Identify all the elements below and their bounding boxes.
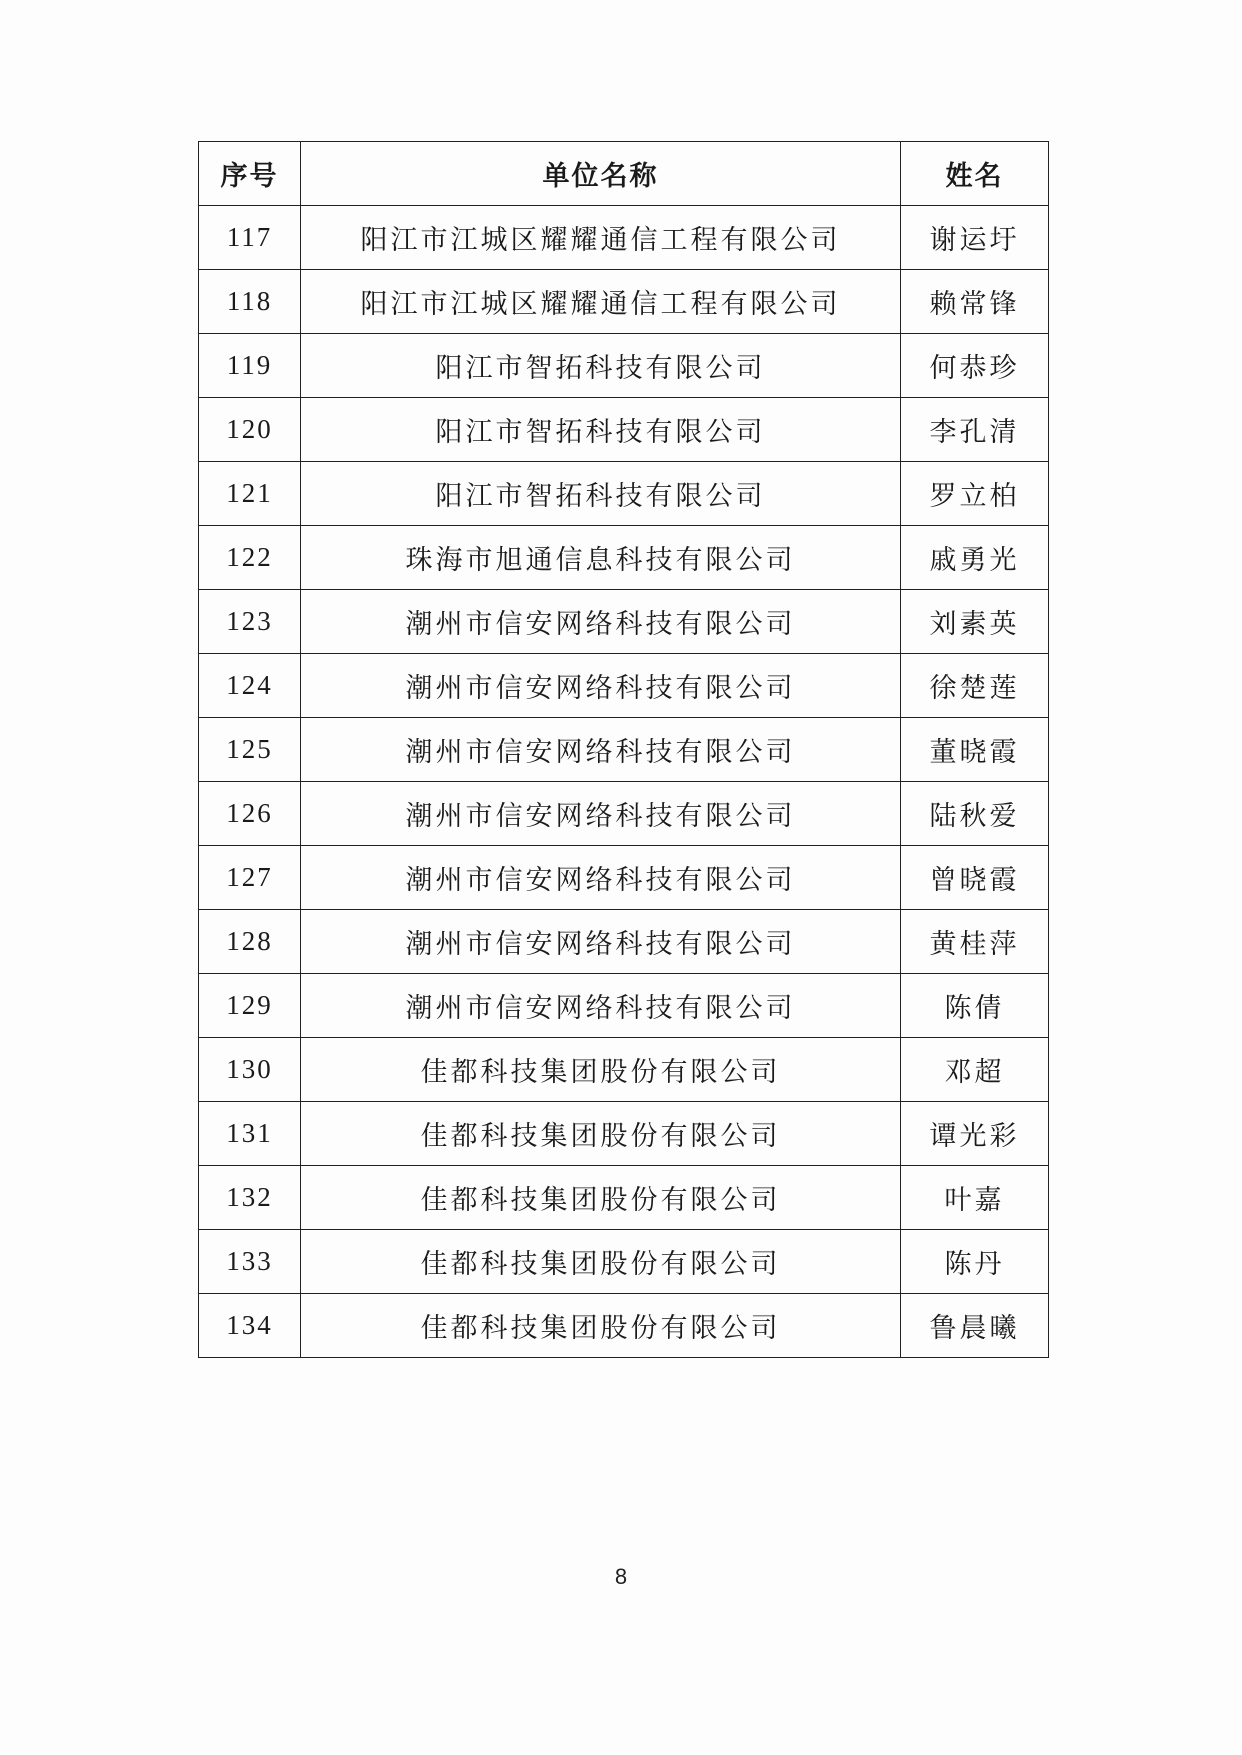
row-name: 罗立柏 (901, 462, 1049, 526)
row-name: 黄桂萍 (901, 910, 1049, 974)
row-name: 邓超 (901, 1038, 1049, 1102)
row-unit: 阳江市智拓科技有限公司 (301, 334, 901, 398)
row-number: 129 (199, 974, 301, 1038)
row-unit: 阳江市江城区耀耀通信工程有限公司 (301, 206, 901, 270)
table-row (199, 1294, 1049, 1358)
row-unit: 佳都科技集团股份有限公司 (301, 1294, 901, 1358)
row-name: 陆秋爱 (901, 782, 1049, 846)
table-header-row (199, 142, 1049, 206)
row-number: 118 (199, 270, 301, 334)
row-number: 126 (199, 782, 301, 846)
table-row (199, 334, 1049, 398)
table-row (199, 526, 1049, 590)
table-row (199, 398, 1049, 462)
row-unit: 阳江市智拓科技有限公司 (301, 398, 901, 462)
row-number: 124 (199, 654, 301, 718)
row-number: 122 (199, 526, 301, 590)
table-row (199, 1102, 1049, 1166)
row-unit: 潮州市信安网络科技有限公司 (301, 654, 901, 718)
row-number: 132 (199, 1166, 301, 1230)
row-name: 何恭珍 (901, 334, 1049, 398)
row-unit: 潮州市信安网络科技有限公司 (301, 718, 901, 782)
row-number: 127 (199, 846, 301, 910)
table-row (199, 1230, 1049, 1294)
row-unit: 潮州市信安网络科技有限公司 (301, 846, 901, 910)
row-unit: 珠海市旭通信息科技有限公司 (301, 526, 901, 590)
row-name: 叶嘉 (901, 1166, 1049, 1230)
table-row (199, 782, 1049, 846)
row-name: 刘素英 (901, 590, 1049, 654)
row-name: 陈丹 (901, 1230, 1049, 1294)
row-unit: 佳都科技集团股份有限公司 (301, 1102, 901, 1166)
row-unit: 阳江市智拓科技有限公司 (301, 462, 901, 526)
row-unit: 阳江市江城区耀耀通信工程有限公司 (301, 270, 901, 334)
row-name: 谭光彩 (901, 1102, 1049, 1166)
table-row (199, 654, 1049, 718)
row-number: 120 (199, 398, 301, 462)
table-row (199, 910, 1049, 974)
row-name: 曾晓霞 (901, 846, 1049, 910)
row-unit: 佳都科技集团股份有限公司 (301, 1230, 901, 1294)
row-number: 130 (199, 1038, 301, 1102)
row-name: 徐楚莲 (901, 654, 1049, 718)
row-unit: 潮州市信安网络科技有限公司 (301, 590, 901, 654)
row-number: 117 (199, 206, 301, 270)
row-name: 李孔清 (901, 398, 1049, 462)
table-row (199, 270, 1049, 334)
row-number: 121 (199, 462, 301, 526)
row-number: 119 (199, 334, 301, 398)
row-number: 123 (199, 590, 301, 654)
page-number: 8 (614, 1564, 628, 1589)
row-number: 134 (199, 1294, 301, 1358)
row-name: 鲁晨曦 (901, 1294, 1049, 1358)
row-unit: 佳都科技集团股份有限公司 (301, 1038, 901, 1102)
row-number: 128 (199, 910, 301, 974)
table-row (199, 1166, 1049, 1230)
row-name: 陈倩 (901, 974, 1049, 1038)
row-name: 董晓霞 (901, 718, 1049, 782)
table-row (199, 206, 1049, 270)
row-number: 131 (199, 1102, 301, 1166)
row-unit: 佳都科技集团股份有限公司 (301, 1166, 901, 1230)
row-name: 赖常锋 (901, 270, 1049, 334)
row-name: 谢运圩 (901, 206, 1049, 270)
table-row (199, 718, 1049, 782)
row-number: 125 (199, 718, 301, 782)
roster-table (198, 141, 1049, 1358)
row-unit: 潮州市信安网络科技有限公司 (301, 782, 901, 846)
table-row (199, 1038, 1049, 1102)
table-row (199, 462, 1049, 526)
row-number: 133 (199, 1230, 301, 1294)
header-name: 姓名 (901, 142, 1049, 206)
table-row (199, 590, 1049, 654)
row-unit: 潮州市信安网络科技有限公司 (301, 910, 901, 974)
table-row (199, 974, 1049, 1038)
table-row (199, 846, 1049, 910)
row-name: 戚勇光 (901, 526, 1049, 590)
row-unit: 潮州市信安网络科技有限公司 (301, 974, 901, 1038)
header-unit: 单位名称 (301, 142, 901, 206)
header-number: 序号 (199, 142, 301, 206)
